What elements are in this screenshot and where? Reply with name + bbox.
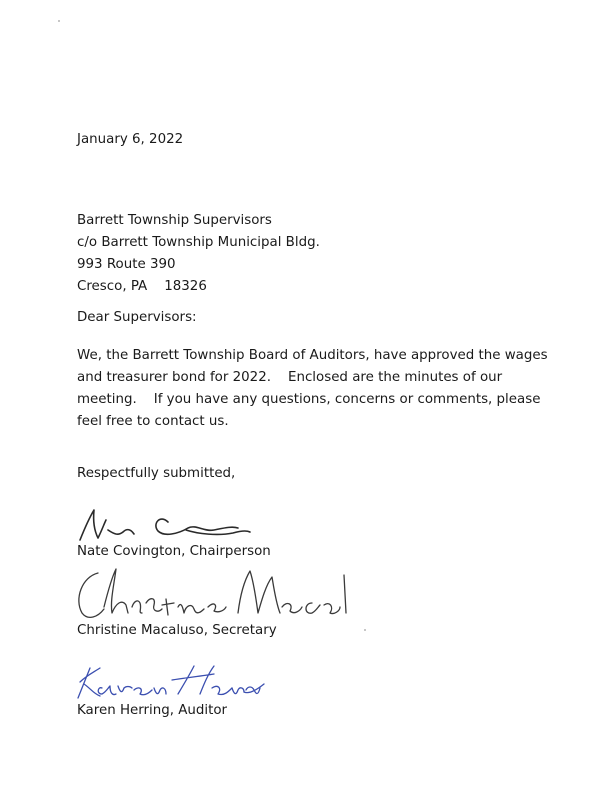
body-line: meeting. If you have any questions, concerns or comments, please bbox=[77, 392, 541, 407]
recipient-line: Cresco, PA 18326 bbox=[77, 279, 207, 294]
recipient-line: 993 Route 390 bbox=[77, 257, 176, 272]
recipient-address bbox=[77, 210, 320, 298]
signature-karen-herring bbox=[68, 658, 268, 702]
signatory-name: Karen Herring, Auditor bbox=[77, 703, 228, 718]
letter-date: January 6, 2022 bbox=[77, 132, 184, 147]
recipient-line: Barrett Township Supervisors bbox=[77, 213, 272, 228]
signatory-name: Nate Covington, Chairperson bbox=[77, 544, 271, 559]
scan-speck bbox=[58, 20, 60, 22]
recipient-line: c/o Barrett Township Municipal Bldg. bbox=[77, 235, 320, 250]
letter-body bbox=[77, 345, 547, 433]
signatory-name: Christine Macaluso, Secretary bbox=[77, 623, 277, 638]
body-line: feel free to contact us. bbox=[77, 414, 229, 429]
body-line: We, the Barrett Township Board of Auditors, have approved the wages bbox=[77, 348, 548, 363]
salutation: Dear Supervisors: bbox=[77, 310, 197, 325]
scan-speck bbox=[364, 629, 366, 631]
signature-christine-macaluso bbox=[68, 563, 358, 625]
body-line: and treasurer bond for 2022. Enclosed are the minutes of our bbox=[77, 370, 503, 385]
closing: Respectfully submitted, bbox=[77, 466, 236, 481]
